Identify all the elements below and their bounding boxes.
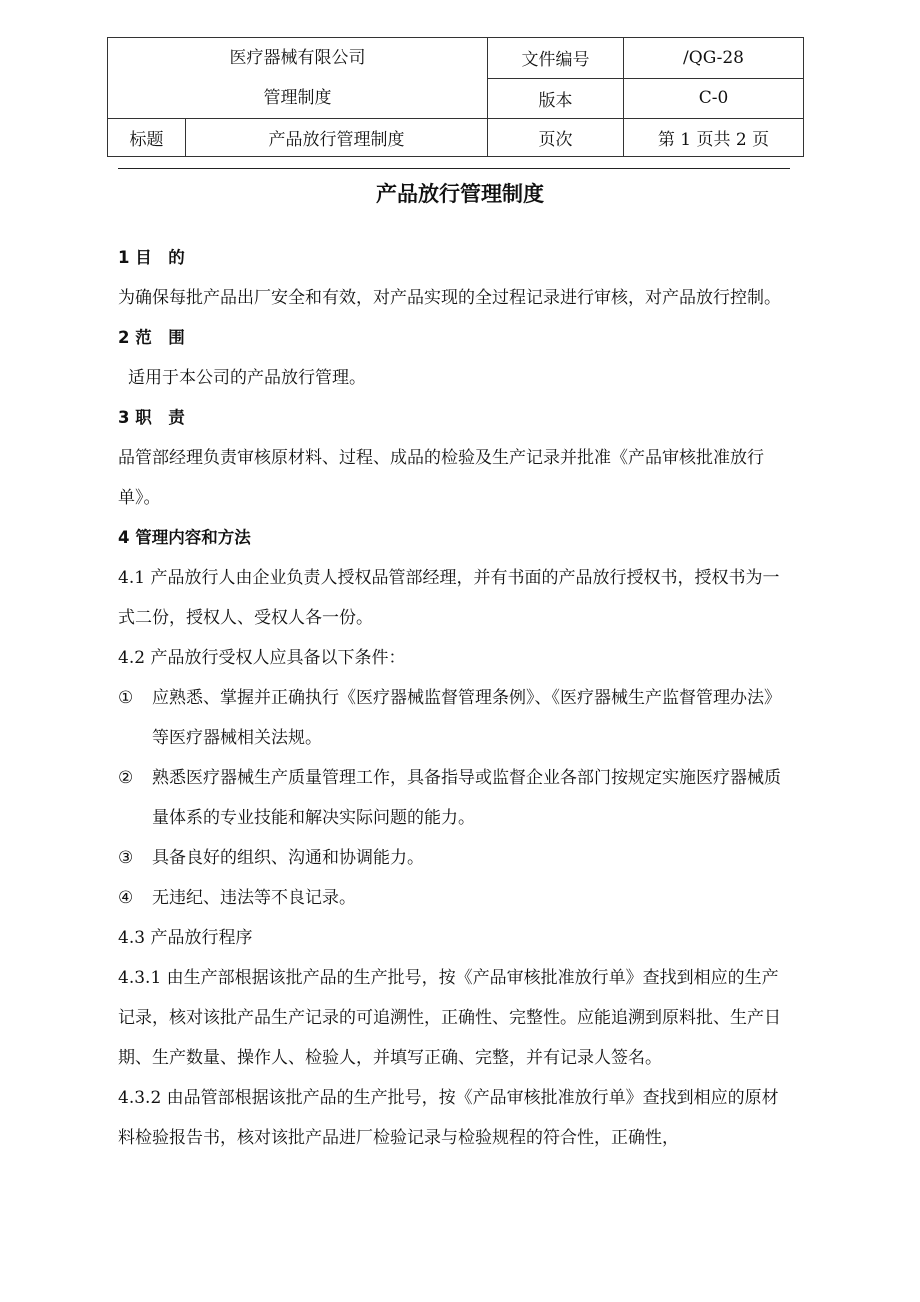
paragraph-4-3-2: 4.3.2 由品管部根据该批产品的生产批号，按《产品审核批准放行单》查找到相应的原材料检验报告书，核对该批产品进厂检验记录与检验规程的符合性，正确性， xyxy=(118,1088,779,1148)
title-value: 产品放行管理制度 xyxy=(186,119,488,157)
doc-number-value: /QG-28 xyxy=(624,38,804,79)
title-label: 标题 xyxy=(108,119,186,157)
document-header-table xyxy=(107,37,804,157)
list-item xyxy=(118,678,790,758)
paragraph-4-3: 4.3 产品放行程序 xyxy=(118,928,253,948)
list-item-number: ② xyxy=(118,768,134,788)
section-3-body: 品管部经理负责审核原材料、过程、成品的检验及生产记录并批准《产品审核批准放行单》。 xyxy=(118,448,764,508)
document-category: 管理制度 xyxy=(263,88,332,108)
paragraph-4-3-1: 4.3.1 由生产部根据该批产品的生产批号，按《产品审核批准放行单》查找到相应的生产记录，核对该批产品生产记录的可追溯性，正确性、完整性。应能追溯到原料批、生产日期、生产数量、操作人、检验人，并填写正确、完整，并有记录人签名。 xyxy=(118,968,781,1068)
list-item xyxy=(118,758,790,838)
list-item xyxy=(118,838,790,878)
page-label: 页次 xyxy=(488,119,624,157)
version-value: C-0 xyxy=(624,78,804,119)
list-item-number: ① xyxy=(118,688,134,708)
header-divider xyxy=(118,168,790,169)
list-item-number: ③ xyxy=(118,848,134,868)
section-1-body: 为确保每批产品出厂安全和有效，对产品实现的全过程记录进行审核，对产品放行控制。 xyxy=(118,288,781,308)
section-4-heading: 4 管理内容和方法 xyxy=(118,528,251,547)
list-item-text: 应熟悉、掌握并正确执行《医疗器械监督管理条例》、《医疗器械生产监督管理办法》等医疗器械相关法规。 xyxy=(152,688,781,748)
list-item-text: 熟悉医疗器械生产质量管理工作，具备指导或监督企业各部门按规定实施医疗器械质量体系的专业技能和解决实际问题的能力。 xyxy=(152,768,781,828)
version-label: 版本 xyxy=(488,78,624,119)
doc-number-label: 文件编号 xyxy=(488,38,624,79)
list-item-number: ④ xyxy=(118,888,134,908)
company-name: 医疗器械有限公司 xyxy=(229,48,366,68)
list-item-text: 具备良好的组织、沟通和协调能力。 xyxy=(152,848,424,868)
section-3-heading: 3 职 责 xyxy=(118,408,185,427)
section-2-heading: 2 范 围 xyxy=(118,328,185,347)
page-value: 第 1 页共 2 页 xyxy=(624,119,804,157)
list-item xyxy=(118,878,790,918)
section-2-body: 适用于本公司的产品放行管理。 xyxy=(128,368,366,388)
section-1-heading: 1 目 的 xyxy=(118,248,185,267)
company-cell xyxy=(108,38,488,119)
document-body xyxy=(118,238,790,1158)
list-item-text: 无违纪、违法等不良记录。 xyxy=(152,888,356,908)
page-title: 产品放行管理制度 xyxy=(376,182,544,206)
paragraph-4-2: 4.2 产品放行受权人应具备以下条件： xyxy=(118,648,406,668)
paragraph-4-1: 4.1 产品放行人由企业负责人授权品管部经理，并有书面的产品放行授权书，授权书为一式二份，授权人、受权人各一份。 xyxy=(118,568,780,628)
